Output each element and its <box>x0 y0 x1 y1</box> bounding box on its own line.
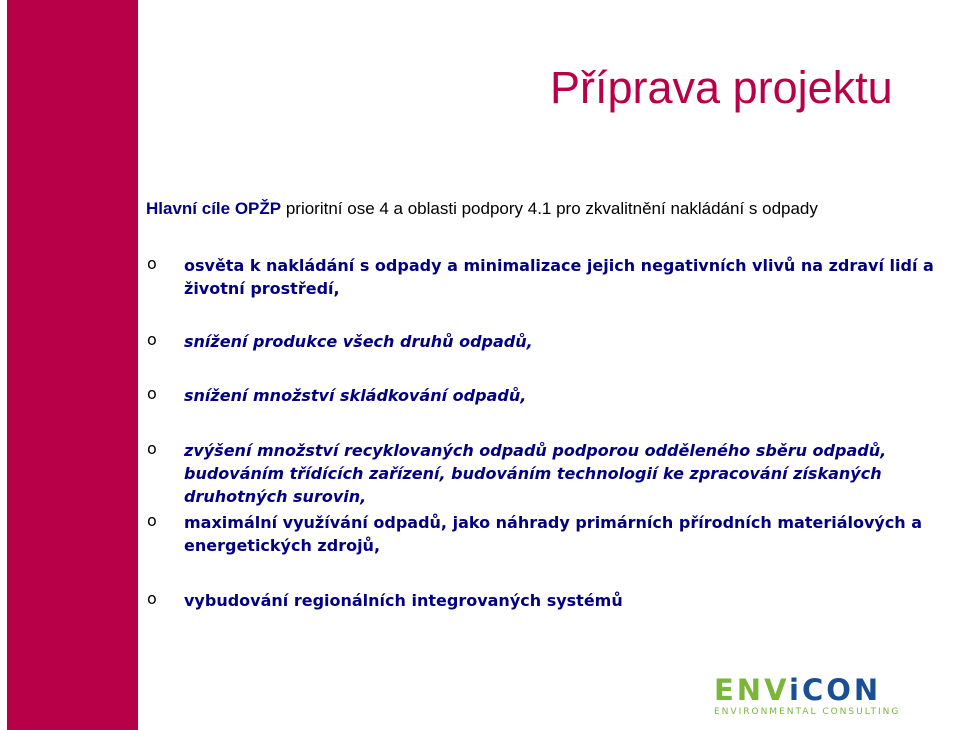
goal-item-3: snížení množství skládkování odpadů, <box>184 386 527 405</box>
subtitle-strong: Hlavní cíle OPŽP <box>146 199 282 218</box>
bullet-marker: o <box>147 330 157 349</box>
envicon-logo <box>714 673 901 719</box>
slide-subtitle <box>146 199 818 219</box>
goal-item-1: osvěta k nakládání s odpady a minimalizace jejich negativních vlivů na zdraví lidí a životní prostředí, <box>184 256 934 298</box>
sidebar-band <box>7 0 138 730</box>
logo-wordmark: ENViCON <box>714 673 882 707</box>
subtitle-rest: prioritní ose 4 a oblasti podpory 4.1 pro zkvalitnění nakládání s odpady <box>281 199 818 218</box>
bullet-marker: o <box>147 384 157 403</box>
goal-item-4: zvýšení množství recyklovaných odpadů podporou odděleného sběru odpadů, budováním třídících zařízení, budováním technologií ke zpracování získaných druhotných surovin, <box>184 441 887 506</box>
bullet-marker: o <box>147 589 157 608</box>
goal-item-2: snížení produkce všech druhů odpadů, <box>184 332 533 351</box>
slide-title: Příprava projektu <box>550 62 893 113</box>
bullet-marker: o <box>147 511 157 530</box>
logo-tagline: ENVIRONMENTAL CONSULTING <box>714 707 901 717</box>
bullet-marker: o <box>147 439 157 458</box>
bullet-marker: o <box>147 254 157 273</box>
goal-item-6: vybudování regionálních integrovaných systémů <box>184 591 623 610</box>
goal-item-5: maximální využívání odpadů, jako náhrady primárních přírodních materiálových a energetických zdrojů, <box>184 513 923 555</box>
